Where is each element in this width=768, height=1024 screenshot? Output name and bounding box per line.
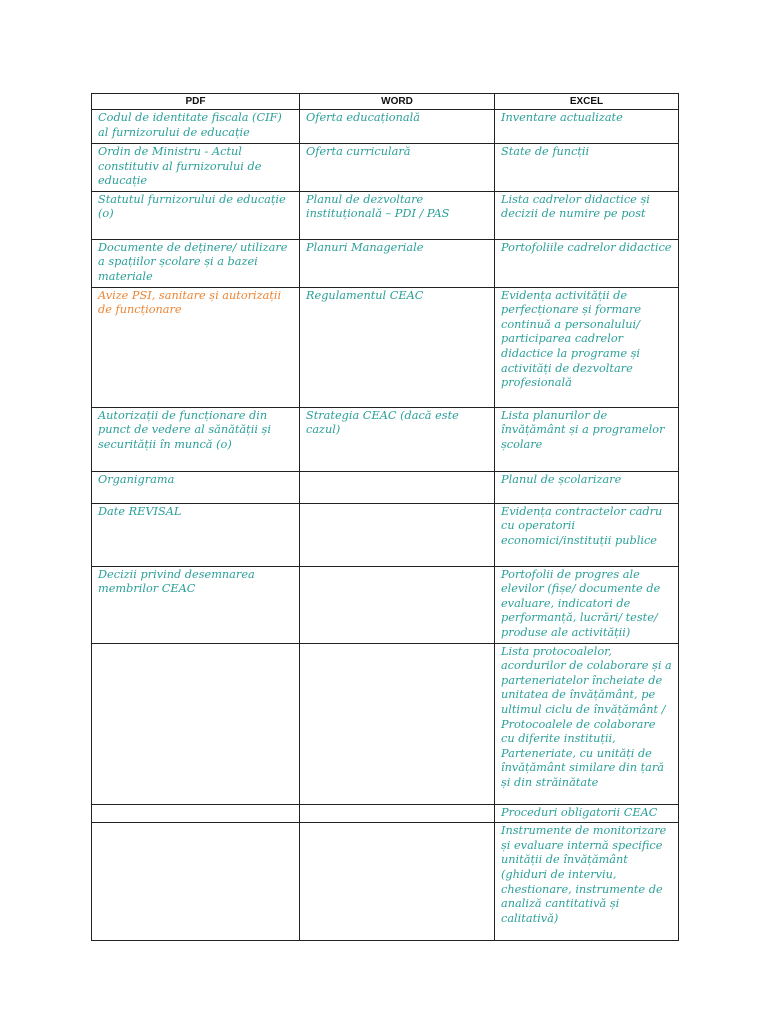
- excel-cell-text: Portofolii de progres ale elevilor (fișe/ documente de evaluare, indicatori de performanță, lucrări/ teste/ produse ale activității): [501, 567, 661, 639]
- excel-cell-text: State de funcții: [501, 145, 590, 158]
- word-cell: [300, 804, 495, 823]
- excel-cell: [495, 471, 679, 503]
- word-cell-text: Planuri Manageriale: [306, 240, 424, 254]
- excel-cell-text: Lista cadrelor didactice și decizii de numire pe post: [501, 192, 650, 221]
- excel-cell: [495, 643, 679, 804]
- table-row: [92, 144, 679, 192]
- pdf-cell-text: Organigrama: [98, 472, 175, 486]
- excel-cell: [495, 503, 679, 566]
- excel-cell-text: Portofoliile cadrelor didactice: [501, 240, 672, 254]
- header-excel: EXCEL: [495, 94, 679, 110]
- excel-cell-text: Lista protocoalelor, acordurilor de colaborare și a parteneriatelor încheiate de unitatea de învățământ, pe ultimul ciclu de învățământ / Protocoalele de colaborare cu diferite instituții, Parteneriate, cu unități de învățământ similare din țară și din străinătate: [501, 644, 672, 789]
- excel-cell: [495, 144, 679, 192]
- excel-cell: [495, 191, 679, 239]
- table-row: [92, 110, 679, 144]
- excel-cell-text: Evidența activității de perfecționare și formare continuă a personalului/ participarea cadrelor didactice la programe și activități de dezvoltare profesională: [501, 288, 642, 390]
- excel-cell-text: Evidența contractelor cadru cu operatorii economici/instituții publice: [501, 504, 663, 547]
- excel-cell-text: Inventare actualizate: [501, 111, 623, 124]
- table-row: [92, 471, 679, 503]
- pdf-cell-text: Documente de deținere/ utilizare a spațiilor școlare și a bazei materiale: [98, 240, 288, 283]
- table-row: [92, 643, 679, 804]
- word-cell: [300, 407, 495, 471]
- excel-cell: [495, 287, 679, 407]
- pdf-cell: [92, 643, 300, 804]
- table-row: [92, 191, 679, 239]
- pdf-cell-text: Decizii privind desemnarea membrilor CEAC: [98, 567, 255, 596]
- word-cell-text: Planul de dezvoltare instituțională – PDI / PAS: [306, 192, 450, 221]
- excel-cell: [495, 407, 679, 471]
- word-cell-text: Strategia CEAC (dacă este cazul): [306, 408, 459, 437]
- word-cell: [300, 643, 495, 804]
- excel-cell: [495, 804, 679, 823]
- table-row: [92, 407, 679, 471]
- excel-cell: [495, 823, 679, 941]
- table-header-row: [92, 94, 679, 110]
- pdf-cell: [92, 804, 300, 823]
- excel-cell: [495, 239, 679, 287]
- table-row: [92, 823, 679, 941]
- word-cell: [300, 191, 495, 239]
- pdf-cell: [92, 287, 300, 407]
- pdf-cell: [92, 823, 300, 941]
- table-row: [92, 804, 679, 823]
- excel-cell-text: Planul de școlarizare: [501, 472, 622, 486]
- header-pdf: PDF: [92, 94, 300, 110]
- excel-cell-text: Proceduri obligatorii CEAC: [501, 805, 658, 819]
- pdf-cell: [92, 110, 300, 144]
- excel-cell: [495, 566, 679, 643]
- word-cell: [300, 823, 495, 941]
- excel-cell-text: Instrumente de monitorizare și evaluare internă specifice unității de învățământ (ghiduri de interviu, chestionare, instrumente de analiză cantitativă și calitativă): [501, 824, 667, 925]
- word-cell-text: Regulamentul CEAC: [306, 288, 424, 302]
- pdf-cell: [92, 471, 300, 503]
- word-cell-text: Oferta curriculară: [306, 145, 411, 158]
- pdf-cell-text: Date REVISAL: [98, 504, 182, 518]
- table-row: [92, 239, 679, 287]
- word-cell: [300, 503, 495, 566]
- pdf-cell-text: Avize PSI, sanitare și autorizații de funcționare: [98, 288, 282, 317]
- documents-table: [91, 93, 679, 941]
- excel-cell-text: Lista planurilor de învățământ și a programelor școlare: [501, 408, 665, 451]
- pdf-cell-text: Ordin de Ministru - Actul constitutiv al furnizorului de educație: [98, 145, 262, 188]
- table-row: [92, 503, 679, 566]
- pdf-cell: [92, 407, 300, 471]
- pdf-cell: [92, 566, 300, 643]
- pdf-cell-text: Codul de identitate fiscala (CIF) al furnizorului de educație: [98, 111, 282, 139]
- pdf-cell: [92, 239, 300, 287]
- table-row: [92, 287, 679, 407]
- pdf-cell-text: Autorizații de funcționare din punct de vedere al sănătății și securității în muncă (o): [98, 408, 271, 451]
- pdf-cell: [92, 503, 300, 566]
- pdf-cell: [92, 191, 300, 239]
- word-cell: [300, 239, 495, 287]
- word-cell: [300, 110, 495, 144]
- header-word: WORD: [300, 94, 495, 110]
- table-row: [92, 566, 679, 643]
- word-cell-text: Oferta educațională: [306, 111, 420, 124]
- word-cell: [300, 287, 495, 407]
- word-cell: [300, 566, 495, 643]
- word-cell: [300, 144, 495, 192]
- excel-cell: [495, 110, 679, 144]
- pdf-cell: [92, 144, 300, 192]
- pdf-cell-text: Statutul furnizorului de educație (o): [98, 192, 286, 221]
- word-cell: [300, 471, 495, 503]
